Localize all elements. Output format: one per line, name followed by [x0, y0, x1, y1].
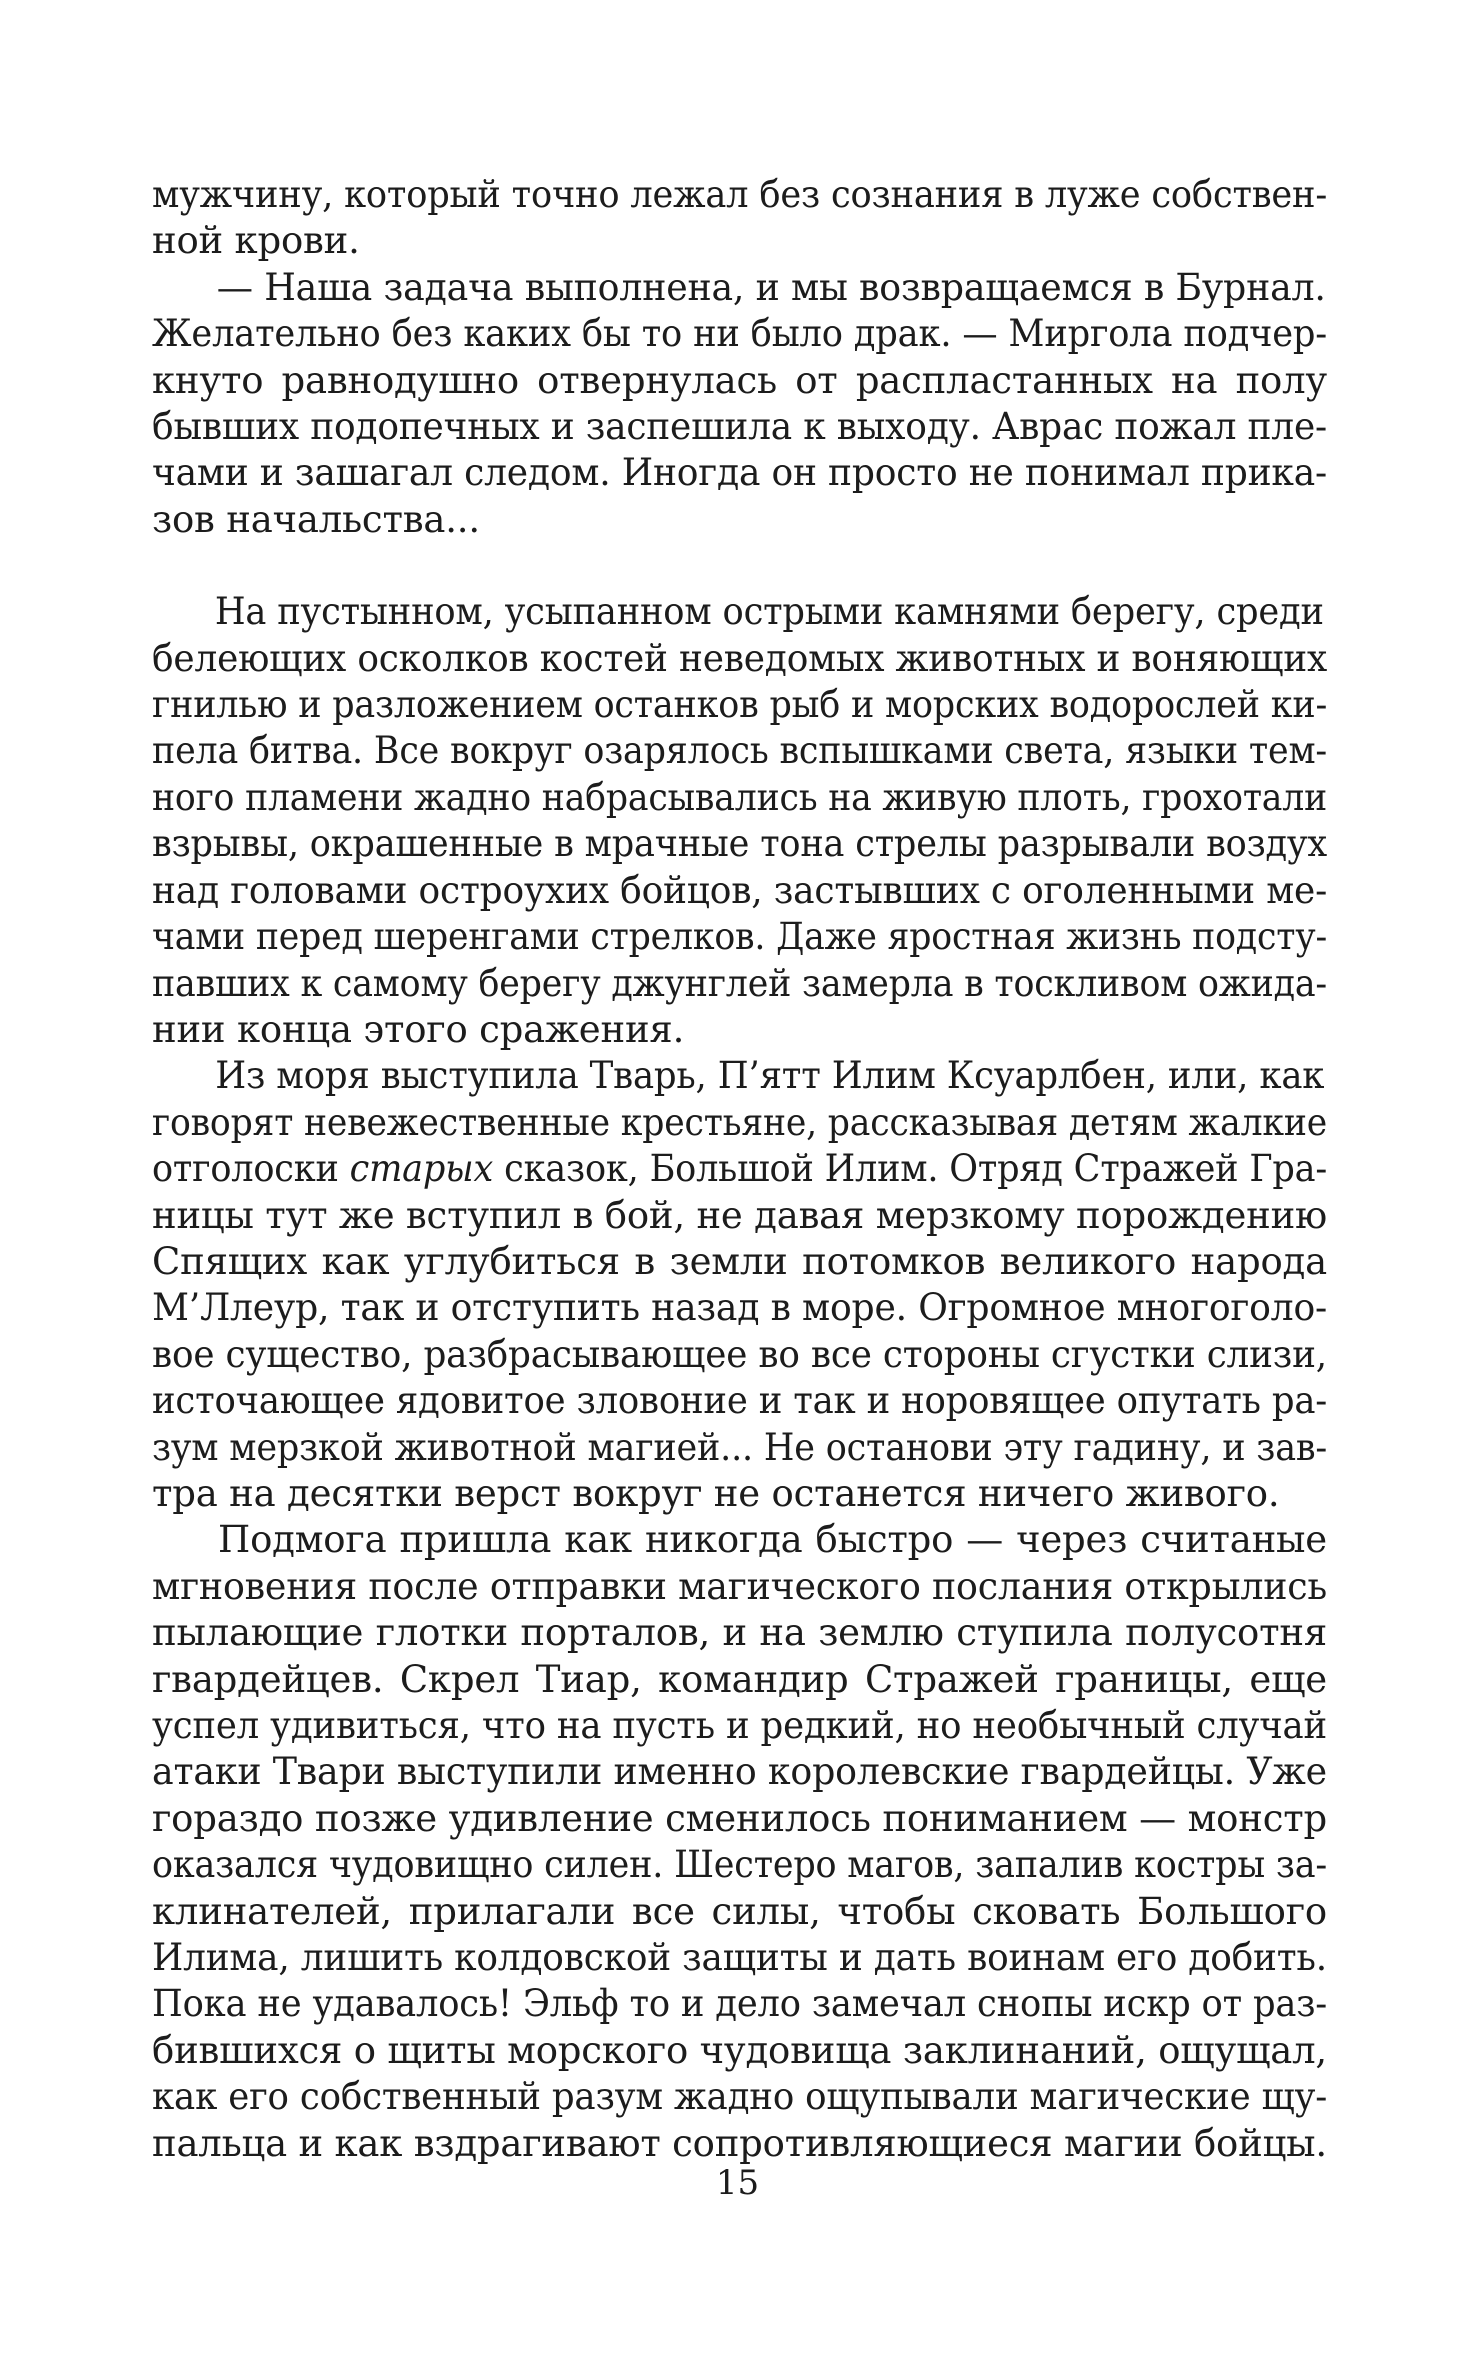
page-text: [152, 172, 1327, 2167]
text-line: чами и зашагал следом. Иногда он просто не понимал прика-: [152, 451, 1328, 495]
text-line: М’Ллеур, так и отступить назад в море. Огромное многоголо-: [152, 1286, 1328, 1330]
text-line: как его собственный разум жадно ощупывали магические щу-: [152, 2075, 1328, 2119]
text-fragment: отголоски: [152, 1147, 339, 1191]
text-line: пела битва. Все вокруг озарялось вспышками света, языки тем-: [152, 729, 1328, 773]
text-line: клинателей, прилагали все силы, чтобы сковать Большого: [152, 1889, 1327, 1933]
italic-word: старых: [349, 1147, 494, 1191]
text-line: — Наша задача выполнена, и мы возвращаемся в Бурнал.: [216, 265, 1326, 309]
text-line: чами перед шеренгами стрелков. Даже яростная жизнь подсту-: [152, 915, 1327, 959]
text-line: кнуто равнодушно отвернулась от распластанных на полу: [152, 358, 1327, 402]
text-line: ной крови.: [152, 219, 360, 263]
text-line: гораздо позже удивление сменилось пониманием — монстр: [152, 1796, 1327, 1840]
text-line: пальца и как вздрагивают сопротивляющиеся магии бойцы.: [152, 2121, 1327, 2165]
text-line: атаки Твари выступили именно королевские гвардейцы. Уже: [152, 1750, 1327, 1794]
text-fragment: сказок, Большой Илим. Отряд Стражей Гра-: [504, 1147, 1328, 1191]
text-line: Пока не удавалось! Эльф то и дело замечал снопы искр от раз-: [152, 1982, 1328, 2026]
text-line-with-italic: [152, 1146, 1327, 1192]
text-line: пылающие глотки порталов, и на землю ступила полусотня: [152, 1611, 1327, 1655]
text-line: мгновения после отправки магического послания открылись: [152, 1564, 1328, 1608]
text-line: говорят невежественные крестьяне, рассказывая детям жалкие: [152, 1100, 1328, 1144]
paragraph-2: [152, 265, 1327, 543]
text-line: белеющих осколков костей неведомых животных и воняющих: [152, 636, 1328, 680]
text-line: Из моря выступила Тварь, П’ятт Илим Ксуарлбен, или, как: [215, 1054, 1325, 1098]
text-line: взрывы, окрашенные в мрачные тона стрелы разрывали воздух: [152, 822, 1328, 866]
text-line: тра на десятки верст вокруг не останется ничего живого.: [152, 1471, 1280, 1515]
text-line: вое существо, разбрасывающее во все стороны сгустки слизи,: [152, 1332, 1327, 1376]
section-break: [152, 543, 1327, 589]
text-line: бывших подопечных и заспешила к выходу. Аврас пожал пле-: [152, 405, 1327, 449]
text-line: зум мерзкой животной магией... Не останови эту гадину, и зав-: [152, 1425, 1328, 1469]
text-line: успел удивиться, что на пусть и редкий, но необычный случай: [152, 1704, 1327, 1747]
text-line: Спящих как углубиться в земли потомков великого народа: [152, 1239, 1327, 1283]
text-line: бившихся о щиты морского чудовища заклинаний, ощущал,: [152, 2028, 1327, 2072]
paragraph-3: [152, 589, 1327, 1053]
text-line: зов начальства...: [152, 497, 480, 541]
text-line: Подмога пришла как никогда быстро — через считаные: [218, 1518, 1327, 1562]
text-line: мужчину, который точно лежал без сознания в луже собствен-: [152, 173, 1328, 216]
paragraph-1: [152, 172, 1327, 265]
text-line: ного пламени жадно набрасывались на живую плоть, грохотали: [152, 775, 1328, 819]
text-line: Желательно без каких бы то ни было драк. — Миргола подчер-: [152, 312, 1328, 356]
page-number: 15: [715, 2163, 760, 2203]
text-line: источающее ядовитое зловоние и так и норовящее опутать ра-: [152, 1379, 1328, 1423]
text-line: ницы тут же вступил в бой, не давая мерзкому порождению: [152, 1193, 1328, 1237]
text-line: над головами остроухих бойцов, застывших с оголенными ме-: [152, 868, 1328, 912]
text-line: оказался чудовищно силен. Шестеро магов, запалив костры за-: [152, 1843, 1328, 1887]
text-line: нии конца этого сражения.: [152, 1007, 685, 1051]
text-line: Илима, лишить колдовской защиты и дать воинам его добить.: [152, 1936, 1327, 1980]
paragraph-4: [152, 1053, 1327, 1517]
text-line: гвардейцев. Скрел Тиар, командир Стражей границы, еще: [152, 1657, 1327, 1701]
text-line: На пустынном, усыпанном острыми камнями берегу, среди: [214, 590, 1324, 634]
text-line: павших к самому берегу джунглей замерла в тоскливом ожида-: [152, 961, 1327, 1005]
text-line: гнилью и разложением останков рыб и морских водорослей ки-: [152, 683, 1328, 727]
paragraph-5: [152, 1517, 1327, 2167]
